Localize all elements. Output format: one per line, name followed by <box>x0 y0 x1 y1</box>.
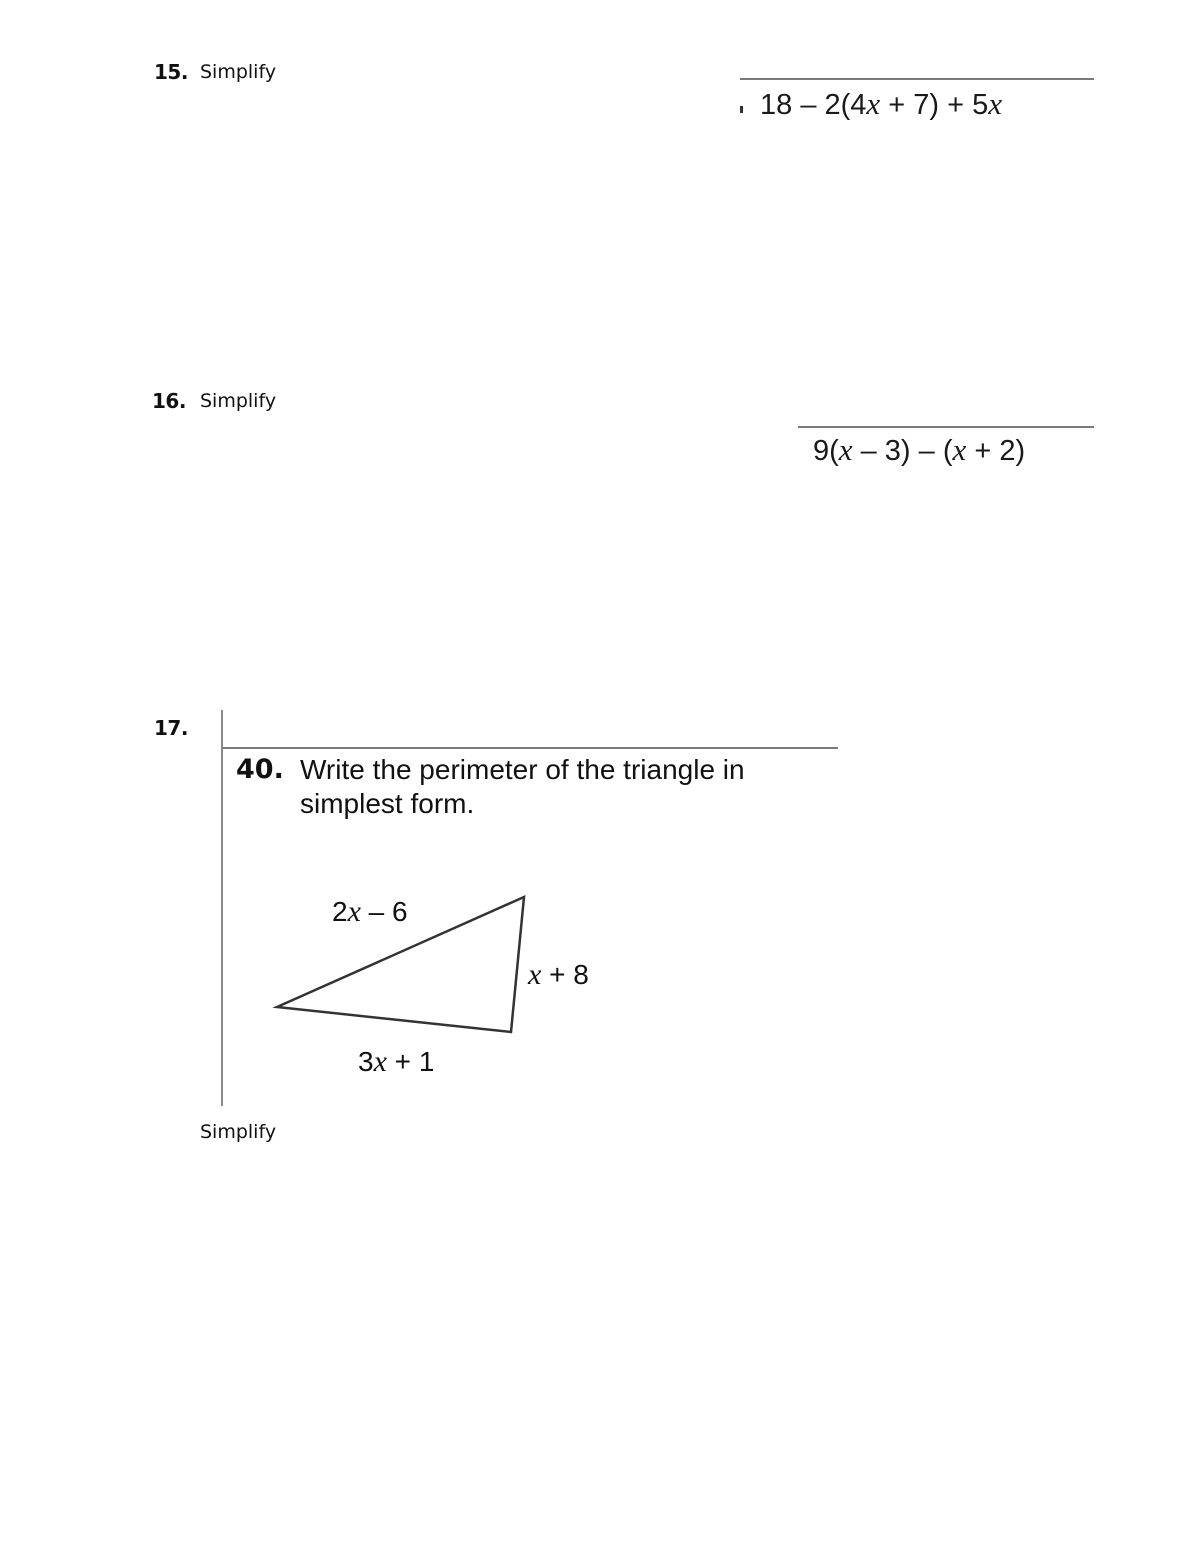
expr15-part-1: 18 – 2(4 <box>760 89 867 121</box>
expr16-part-3: + 2) <box>966 435 1026 467</box>
question-16-prompt: Simplify <box>200 390 277 412</box>
problem-40-top-rule <box>222 747 838 749</box>
expr16-var-1: x <box>838 432 853 467</box>
problem-40-left-border <box>221 710 223 1106</box>
problem-40-text: Write the perimeter of the triangle in simplest form. <box>300 754 745 819</box>
expr15-var-2: x <box>988 86 1002 121</box>
problem-40-number: 40. <box>236 754 284 785</box>
expr16-part-2: – 3) – ( <box>852 435 953 467</box>
triangle-label-top: 2x – 6 <box>332 895 408 928</box>
question-16-expression <box>813 432 1025 468</box>
question-15-prompt: Simplify <box>200 61 277 83</box>
question-15-rule <box>740 78 1094 80</box>
triangle-label-bottom: 3x + 1 <box>358 1045 435 1078</box>
question-15-expression <box>760 86 1002 122</box>
triangle-label-right: x + 8 <box>528 958 589 991</box>
expr16-part-1: 9( <box>813 435 839 467</box>
question-17-prompt: Simplify <box>200 1121 277 1143</box>
question-16-number: 16. <box>152 389 186 413</box>
question-17-number: 17. <box>154 716 188 740</box>
expr16-var-2: x <box>952 432 967 467</box>
question-15-number: 15. <box>154 60 188 84</box>
question-16-rule <box>798 426 1094 428</box>
expr15-var-1: x <box>866 86 881 121</box>
question-15-tick-mark <box>740 106 743 113</box>
expr15-part-2: + 7) + 5 <box>880 89 989 121</box>
